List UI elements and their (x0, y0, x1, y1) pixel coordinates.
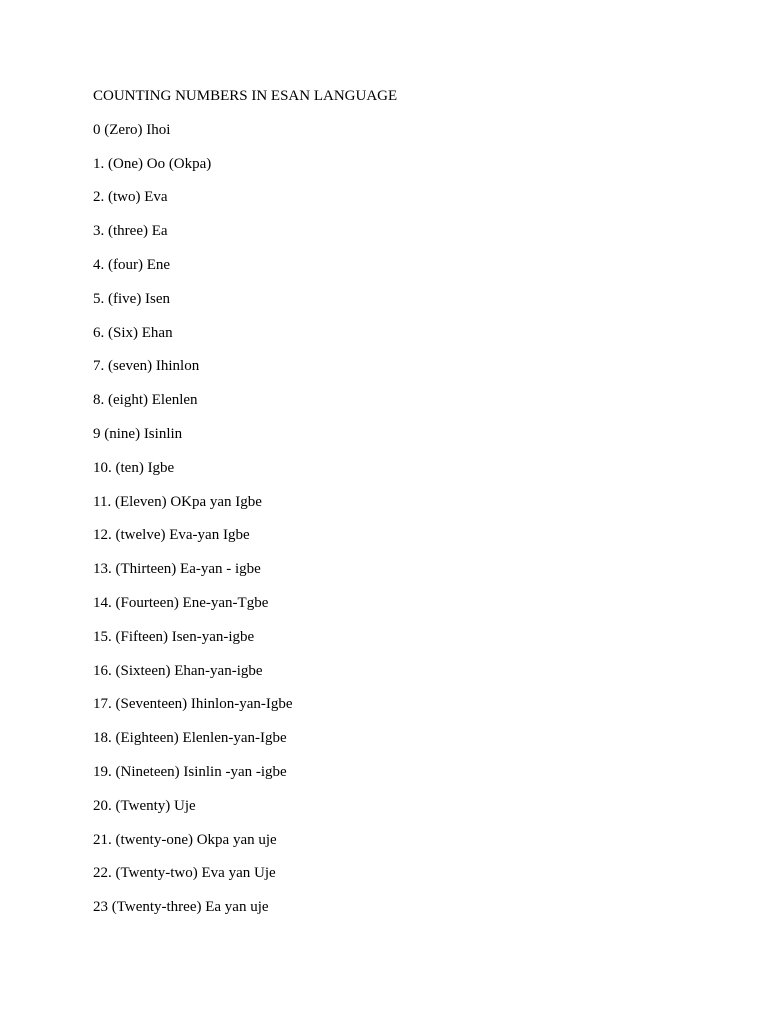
list-item: 12. (twelve) Eva-yan Igbe (93, 527, 250, 544)
list-item: 18. (Eighteen) Elenlen-yan-Igbe (93, 730, 287, 747)
list-item: 17. (Seventeen) Ihinlon-yan-Igbe (93, 696, 293, 713)
list-item: 22. (Twenty-two) Eva yan Uje (93, 865, 276, 882)
list-item: 6. (Six) Ehan (93, 324, 173, 341)
list-item: 21. (twenty-one) Okpa yan uje (93, 831, 277, 848)
list-item: 9 (nine) Isinlin (93, 425, 183, 442)
document-body (93, 86, 713, 931)
list-item: 19. (Nineteen) Isinlin -yan -igbe (93, 763, 287, 780)
list-item: 1. (One) Oo (Okpa) (93, 155, 212, 172)
list-item: 13. (Thirteen) Ea-yan - igbe (93, 561, 261, 578)
list-item: 8. (eight) Elenlen (93, 392, 198, 409)
list-item: 16. (Sixteen) Ehan-yan-igbe (93, 662, 263, 679)
list-item: 15. (Fifteen) Isen-yan-igbe (93, 628, 255, 645)
list-item: 5. (five) Isen (93, 290, 171, 307)
list-item: 11. (Eleven) OKpa yan Igbe (93, 493, 262, 510)
list-item: 0 (Zero) Ihoi (93, 121, 171, 138)
list-item: 20. (Twenty) Uje (93, 797, 196, 814)
list-item: 4. (four) Ene (93, 256, 171, 273)
list-item: 23 (Twenty-three) Ea yan uje (93, 899, 269, 916)
number-list (93, 120, 713, 917)
list-item: 14. (Fourteen) Ene-yan-Tgbe (93, 594, 269, 611)
list-item: 10. (ten) Igbe (93, 459, 175, 476)
list-item: 3. (three) Ea (93, 223, 168, 240)
list-item: 7. (seven) Ihinlon (93, 358, 200, 375)
document-title: COUNTING NUMBERS IN ESAN LANGUAGE (93, 88, 398, 104)
list-item: 2. (two) Eva (93, 189, 168, 206)
